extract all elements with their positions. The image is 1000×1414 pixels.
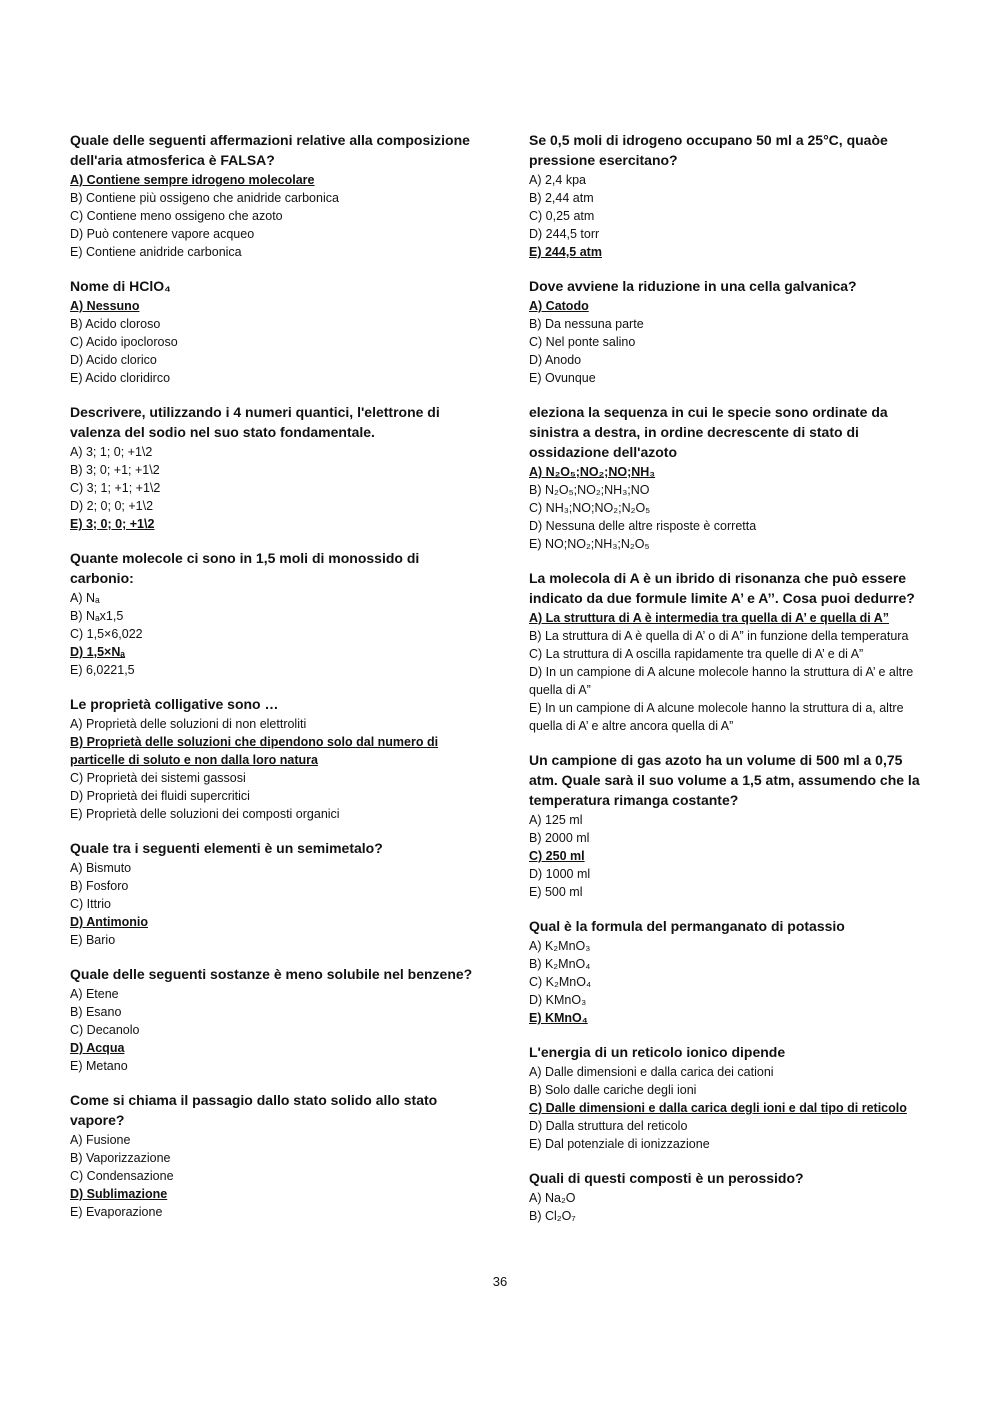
answer-option-correct: D) Antimonio	[70, 915, 148, 929]
answer-option: E) Ovunque	[529, 371, 596, 385]
answer-option: D) Nessuna delle altre risposte è corretta	[529, 519, 757, 533]
answer-option: D) 2; 0; 0; +1\2	[70, 499, 154, 513]
answer-option: B) 3; 0; +1; +1\2	[70, 463, 160, 477]
answer-option: E) Acido cloridirco	[70, 371, 171, 385]
question-block	[70, 548, 475, 679]
question-text: Qual è la formula del permanganato di potassio	[529, 918, 845, 934]
answer-option-correct: E) 3; 0; 0; +1\2	[70, 517, 155, 531]
answer-option: C) K₂MnO₄	[529, 975, 592, 989]
answer-option: D) In un campione di A alcune molecole hanno la struttura di A’ e altre quella di A”	[529, 665, 914, 697]
answer-option: B) Esano	[70, 1005, 122, 1019]
answer-option: B) Vaporizzazione	[70, 1151, 171, 1165]
answer-option: B) N₂O₅;NO₂;NH₃;NO	[529, 483, 650, 497]
answer-option: A) Etene	[70, 987, 119, 1001]
answer-option: B) La struttura di A è quella di A’ o di A” in funzione della temperatura	[529, 629, 909, 643]
question-block	[70, 838, 475, 949]
question-text: Se 0,5 moli di idrogeno occupano 50 ml a 25°C, quaòe pressione esercitano?	[529, 132, 888, 168]
answer-option-correct: E) KMnO₄	[529, 1011, 588, 1025]
answer-option-correct: A) La struttura di A è intermedia tra quella di A’ e quella di A”	[529, 611, 890, 625]
answer-option: C) Contiene meno ossigeno che azoto	[70, 209, 283, 223]
question-block	[70, 276, 475, 387]
answer-option: E) Contiene anidride carbonica	[70, 245, 242, 259]
answer-option: C) Condensazione	[70, 1169, 174, 1183]
answer-option-correct: C) 250 ml	[529, 849, 585, 863]
answer-option: C) 0,25 atm	[529, 209, 595, 223]
answer-option: A) 3; 1; 0; +1\2	[70, 445, 153, 459]
answer-option-correct: A) Contiene sempre idrogeno molecolare	[70, 173, 315, 187]
answer-option-correct: E) 244,5 atm	[529, 245, 602, 259]
question-text: Come si chiama il passagio dallo stato solido allo stato vapore?	[70, 1092, 438, 1128]
answer-option: A) K₂MnO₃	[529, 939, 591, 953]
question-block	[529, 568, 934, 735]
answer-option-correct: A) Catodo	[529, 299, 589, 313]
answer-option: C) Decanolo	[70, 1023, 140, 1037]
answer-option: E) Bario	[70, 933, 116, 947]
answer-option: A) Dalle dimensioni e dalla carica dei cationi	[529, 1065, 774, 1079]
answer-option: C) Acido ipocloroso	[70, 335, 178, 349]
answer-option: C) La struttura di A oscilla rapidamente tra quelle di A’ e di A”	[529, 647, 864, 661]
answer-option: A) Nₐ	[70, 591, 100, 605]
question-text: L'energia di un reticolo ionico dipende	[529, 1044, 786, 1060]
answer-option: C) Proprietà dei sistemi gassosi	[70, 771, 246, 785]
answer-option-correct: D) 1,5×Nₐ	[70, 645, 126, 659]
question-text: Nome di HClO₄	[70, 278, 171, 294]
answer-option-correct: A) Nessuno	[70, 299, 140, 313]
answer-option: B) Solo dalle cariche degli ioni	[529, 1083, 697, 1097]
answer-option: B) 2000 ml	[529, 831, 590, 845]
answer-option: D) 244,5 torr	[529, 227, 600, 241]
answer-option: C) Nel ponte salino	[529, 335, 636, 349]
question-block	[70, 964, 475, 1075]
question-text: Quali di questi composti è un perossido?	[529, 1170, 804, 1186]
answer-option: A) Bismuto	[70, 861, 132, 875]
answer-option: E) In un campione di A alcune molecole hanno la struttura di a, altre quella di A’ e altre ancora quella di A”	[529, 701, 904, 733]
answer-option: D) Dalla struttura del reticolo	[529, 1119, 688, 1133]
answer-option: A) Na₂O	[529, 1191, 576, 1205]
question-block	[529, 916, 934, 1027]
right-column	[529, 130, 934, 1240]
answer-option: A) 125 ml	[529, 813, 583, 827]
answer-option: E) Dal potenziale di ionizzazione	[529, 1137, 710, 1151]
question-text: Quante molecole ci sono in 1,5 moli di monossido di carbonio:	[70, 550, 420, 586]
question-text: Quale delle seguenti affermazioni relative alla composizione dell'aria atmosferica è FALSA?	[70, 132, 470, 168]
answer-option: C) Ittrio	[70, 897, 111, 911]
answer-option: D) Può contenere vapore acqueo	[70, 227, 255, 241]
question-block	[529, 402, 934, 553]
answer-option: E) 500 ml	[529, 885, 583, 899]
question-text: Le proprietà colligative sono …	[70, 696, 279, 712]
answer-option: C) 3; 1; +1; +1\2	[70, 481, 161, 495]
question-block	[529, 276, 934, 387]
answer-option-correct: A) N₂O₅;NO₂;NO;NH₃	[529, 465, 656, 479]
answer-option-correct: D) Acqua	[70, 1041, 125, 1055]
answer-option: D) 1000 ml	[529, 867, 591, 881]
question-block	[529, 1168, 934, 1225]
answer-option: B) K₂MnO₄	[529, 957, 591, 971]
answer-option: B) 2,44 atm	[529, 191, 594, 205]
question-text: eleziona la sequenza in cui le specie sono ordinate da sinistra a destra, in ordine decrescente di stato di ossidazione dell'azoto	[529, 404, 888, 460]
answer-option: A) 2,4 kpa	[529, 173, 586, 187]
question-block	[70, 1090, 475, 1221]
question-text: Descrivere, utilizzando i 4 numeri quantici, l'elettrone di valenza del sodio nel suo stato fondamentale.	[70, 404, 440, 440]
answer-option: A) Proprietà delle soluzioni di non elettroliti	[70, 717, 307, 731]
answer-option: B) Acido cloroso	[70, 317, 161, 331]
answer-option-correct: D) Sublimazione	[70, 1187, 168, 1201]
answer-option: B) Cl₂O₇	[529, 1209, 576, 1223]
answer-option: D) Proprietà dei fluidi supercritici	[70, 789, 250, 803]
question-block	[529, 1042, 934, 1153]
left-column	[70, 130, 475, 1236]
question-text: Un campione di gas azoto ha un volume di 500 ml a 0,75 atm. Quale sarà il suo volume a 1,5 atm, assumendo che la temperatura rimanga costante?	[529, 752, 920, 808]
question-text: Quale tra i seguenti elementi è un semimetalo?	[70, 840, 383, 856]
answer-option: C) NH₃;NO;NO₂;N₂O₅	[529, 501, 651, 515]
question-block	[70, 402, 475, 533]
answer-option-correct: B) Proprietà delle soluzioni che dipendono solo dal numero di particelle di soluto e non dalla loro natura	[70, 735, 439, 767]
answer-option: E) Proprietà delle soluzioni dei composti organici	[70, 807, 340, 821]
answer-option: D) Anodo	[529, 353, 582, 367]
answer-option: D) Acido clorico	[70, 353, 157, 367]
question-block	[70, 694, 475, 823]
answer-option: B) Contiene più ossigeno che anidride carbonica	[70, 191, 339, 205]
answer-option: E) NO;NO₂;NH₃;N₂O₅	[529, 537, 650, 551]
question-text: La molecola di A è un ibrido di risonanza che può essere indicato da due formule limite A’ e A’’. Cosa puoi dedurre?	[529, 570, 915, 606]
answer-option: E) 6,0221,5	[70, 663, 135, 677]
answer-option: B) Fosforo	[70, 879, 129, 893]
page-number: 36	[492, 1274, 508, 1289]
answer-option: E) Evaporazione	[70, 1205, 163, 1219]
answer-option-correct: C) Dalle dimensioni e dalla carica degli ioni e dal tipo di reticolo	[529, 1101, 907, 1115]
answer-option: C) 1,5×6,022	[70, 627, 143, 641]
answer-option: E) Metano	[70, 1059, 128, 1073]
question-block	[529, 130, 934, 261]
answer-option: B) Nₐx1,5	[70, 609, 124, 623]
answer-option: D) KMnO₃	[529, 993, 587, 1007]
answer-option: A) Fusione	[70, 1133, 131, 1147]
answer-option: B) Da nessuna parte	[529, 317, 644, 331]
question-text: Quale delle seguenti sostanze è meno solubile nel benzene?	[70, 966, 473, 982]
question-text: Dove avviene la riduzione in una cella galvanica?	[529, 278, 857, 294]
question-block	[529, 750, 934, 901]
question-block	[70, 130, 475, 261]
